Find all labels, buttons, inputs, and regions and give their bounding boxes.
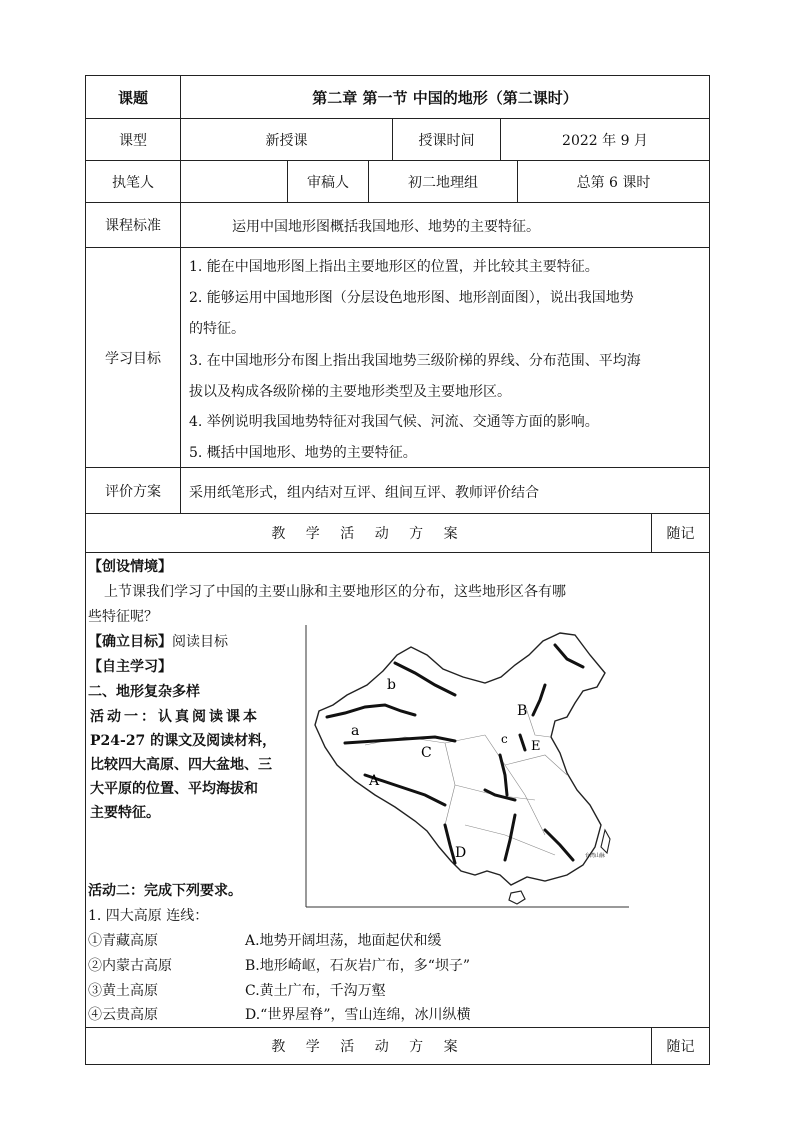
goal-line <box>88 631 228 651</box>
china-terrain-map <box>305 625 635 910</box>
type-value: 新授课 <box>265 132 308 149</box>
map-label-taiwan: 台湾山脉 <box>585 853 606 859</box>
objective-line: 1. 能在中国地形图上指出主要地形区的位置，并比较其主要特征。 <box>189 259 599 275</box>
map-label-a: a <box>351 723 360 739</box>
province-boundaries <box>365 705 567 855</box>
self-study-heading: 【自主学习】 <box>88 659 172 675</box>
author-value <box>181 161 287 202</box>
map-label-C: C <box>421 745 432 761</box>
activity-one-line: 主要特征。 <box>90 805 160 821</box>
map-label-D: D <box>455 845 467 861</box>
objective-line: 拔以及构成各级阶梯的主要地形类型及主要地形区。 <box>189 384 511 400</box>
match-right: B.地形崎岖，石灰岩广布，多“坝子” <box>245 958 471 974</box>
match-left: ④云贵高原 <box>88 1007 158 1023</box>
author-label: 执笔人 <box>112 174 154 191</box>
evaluation-label: 评价方案 <box>105 483 161 500</box>
activity-two: 活动二：完成下列要求。 <box>88 883 242 899</box>
standard-text: 运用中国地形图概括我国地形、地势的主要特征。 <box>232 219 540 235</box>
match-right: D.“世界屋脊”，雪山连绵，冰川纵横 <box>245 1007 471 1023</box>
map-label-B: B <box>517 703 528 719</box>
standard-label: 课程标准 <box>105 218 161 234</box>
match-right: C.黄土广布，千沟万壑 <box>245 983 386 999</box>
map-label-b: b <box>387 677 396 693</box>
activity-one <box>90 705 300 825</box>
goal-heading: 【确立目标】 <box>88 634 172 650</box>
mountain-ranges <box>327 645 583 863</box>
reviewer-value: 初二地理组 <box>408 174 478 191</box>
map-label-E: E <box>531 739 541 754</box>
topic-label: 课题 <box>117 88 148 107</box>
objective-line: 2. 能够运用中国地形图（分层设色地形图、地形剖面图），说出我国地势 <box>189 290 634 306</box>
total-lessons: 总第 6 课时 <box>576 174 651 191</box>
section-title-bottom: 教 学 活 动 方 案 <box>271 1039 466 1055</box>
activity-one-line: 大平原的位置、平均海拔和 <box>90 781 258 797</box>
activity-one-line: 活动一：认真阅读课本 <box>90 709 260 725</box>
taiwan-island <box>601 830 610 853</box>
scenario-text: 上节课我们学习了中国的主要山脉和主要地形区的分布，这些地形区各有哪 <box>104 584 566 600</box>
note-column-label: 随记 <box>666 526 695 542</box>
match-left: ③黄土高原 <box>88 983 158 999</box>
reviewer-label: 审稿人 <box>307 174 349 191</box>
match-right: A.地势开阔坦荡，地面起伏和缓 <box>245 933 442 949</box>
match-left: ①青藏高原 <box>88 933 158 949</box>
objective-line: 的特征。 <box>189 321 245 337</box>
terrain-subheading: 二、地形复杂多样 <box>88 684 200 700</box>
scenario-text: 些特征呢？ <box>88 609 158 625</box>
topic-value: 第二章 第一节 中国的地形（第二课时） <box>312 88 578 107</box>
time-label: 授课时间 <box>418 132 475 149</box>
objective-line: 5. 概括中国地形、地势的主要特征。 <box>189 445 417 461</box>
question-one: 1. 四大高原 连线： <box>88 908 209 924</box>
note-column-label-bottom: 随记 <box>666 1039 695 1055</box>
map-label-c: c <box>501 732 508 746</box>
match-left: ②内蒙古高原 <box>88 958 172 974</box>
scenario-heading: 【创设情境】 <box>88 559 172 575</box>
goal-text: 阅读目标 <box>172 634 228 650</box>
objective-line: 4. 举例说明我国地势特征对我国气候、河流、交通等方面的影响。 <box>189 414 599 430</box>
evaluation-text: 采用纸笔形式，组内结对互评、组间互评、教师评价结合 <box>189 485 539 501</box>
objectives-label: 学习目标 <box>105 350 161 367</box>
time-value: 2022 年 9 月 <box>562 132 648 149</box>
hainan-island <box>509 891 525 904</box>
activity-one-line: P24-27 的课文及阅读材料， <box>90 733 277 749</box>
activity-one-line: 比较四大高原、四大盆地、三 <box>90 757 272 773</box>
map-label-A: A <box>369 773 380 789</box>
objective-line: 3. 在中国地形分布图上指出我国地势三级阶梯的界线、分布范围、平均海 <box>189 353 641 369</box>
type-label: 课型 <box>119 132 147 149</box>
section-title: 教 学 活 动 方 案 <box>271 526 466 542</box>
